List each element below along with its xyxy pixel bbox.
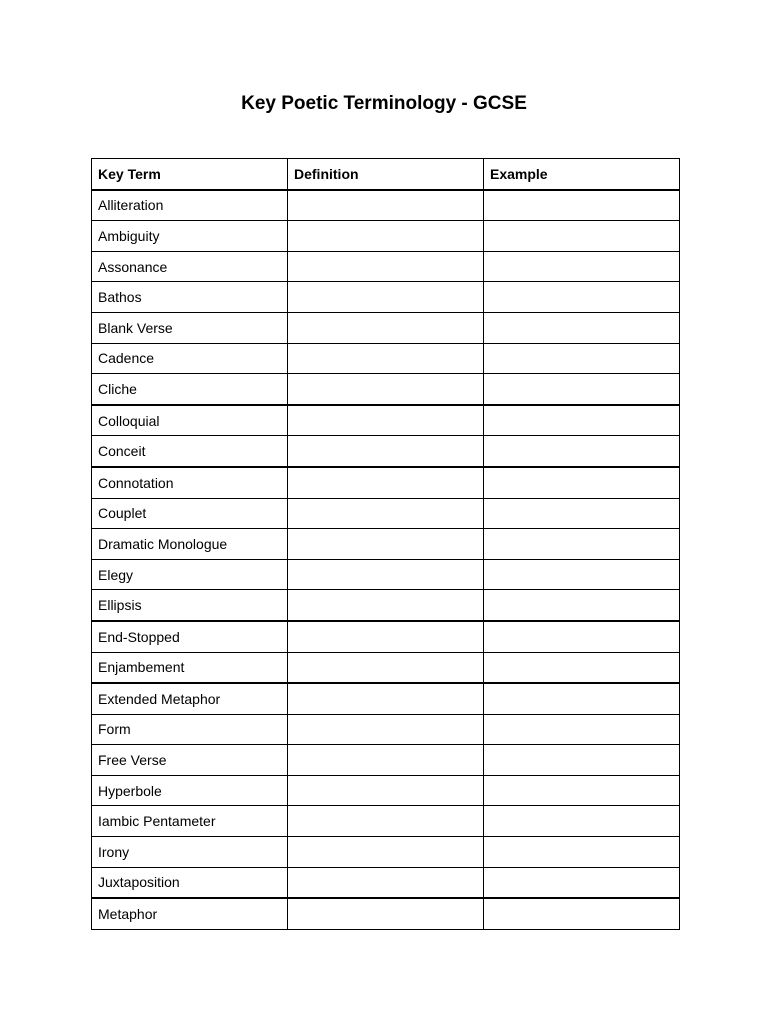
- definition-cell[interactable]: [288, 374, 484, 405]
- example-cell[interactable]: [484, 652, 680, 683]
- term-cell: Enjambement: [92, 652, 288, 683]
- term-cell: Iambic Pentameter: [92, 806, 288, 837]
- header-example: Example: [484, 159, 680, 190]
- example-cell[interactable]: [484, 837, 680, 868]
- term-cell: Hyperbole: [92, 775, 288, 806]
- example-cell[interactable]: [484, 251, 680, 282]
- definition-cell[interactable]: [288, 405, 484, 436]
- example-cell[interactable]: [484, 498, 680, 529]
- example-cell[interactable]: [484, 221, 680, 252]
- example-cell[interactable]: [484, 436, 680, 467]
- table-row: [92, 621, 680, 652]
- table-row: [92, 683, 680, 714]
- table-row: [92, 867, 680, 898]
- definition-cell[interactable]: [288, 436, 484, 467]
- definition-cell[interactable]: [288, 282, 484, 313]
- definition-cell[interactable]: [288, 343, 484, 374]
- term-cell: Couplet: [92, 498, 288, 529]
- table-row: [92, 498, 680, 529]
- definition-cell[interactable]: [288, 652, 484, 683]
- example-cell[interactable]: [484, 621, 680, 652]
- definition-cell[interactable]: [288, 683, 484, 714]
- table-row: [92, 221, 680, 252]
- example-cell[interactable]: [484, 343, 680, 374]
- definition-cell[interactable]: [288, 745, 484, 776]
- term-cell: Irony: [92, 837, 288, 868]
- example-cell[interactable]: [484, 806, 680, 837]
- term-cell: Cadence: [92, 343, 288, 374]
- table-row: [92, 559, 680, 590]
- table-row: [92, 405, 680, 436]
- example-cell[interactable]: [484, 590, 680, 621]
- table-row: [92, 714, 680, 745]
- table-row: [92, 529, 680, 560]
- example-cell[interactable]: [484, 745, 680, 776]
- definition-cell[interactable]: [288, 590, 484, 621]
- definition-cell[interactable]: [288, 867, 484, 898]
- table-row: [92, 806, 680, 837]
- table-row: [92, 898, 680, 929]
- term-cell: Colloquial: [92, 405, 288, 436]
- example-cell[interactable]: [484, 467, 680, 498]
- table-row: [92, 775, 680, 806]
- example-cell[interactable]: [484, 714, 680, 745]
- term-cell: Connotation: [92, 467, 288, 498]
- definition-cell[interactable]: [288, 312, 484, 343]
- definition-cell[interactable]: [288, 467, 484, 498]
- example-cell[interactable]: [484, 898, 680, 929]
- table-row: [92, 590, 680, 621]
- table-row: [92, 282, 680, 313]
- definition-cell[interactable]: [288, 221, 484, 252]
- term-cell: Cliche: [92, 374, 288, 405]
- term-cell: Form: [92, 714, 288, 745]
- definition-cell[interactable]: [288, 498, 484, 529]
- definition-cell[interactable]: [288, 190, 484, 221]
- definition-cell[interactable]: [288, 714, 484, 745]
- term-cell: Juxtaposition: [92, 867, 288, 898]
- definition-cell[interactable]: [288, 251, 484, 282]
- example-cell[interactable]: [484, 374, 680, 405]
- table-row: [92, 837, 680, 868]
- example-cell[interactable]: [484, 683, 680, 714]
- definition-cell[interactable]: [288, 775, 484, 806]
- term-cell: Ambiguity: [92, 221, 288, 252]
- table-row: [92, 343, 680, 374]
- table-row: [92, 190, 680, 221]
- term-cell: Dramatic Monologue: [92, 529, 288, 560]
- definition-cell[interactable]: [288, 898, 484, 929]
- example-cell[interactable]: [484, 529, 680, 560]
- definition-cell[interactable]: [288, 837, 484, 868]
- definition-cell[interactable]: [288, 806, 484, 837]
- term-cell: Elegy: [92, 559, 288, 590]
- example-cell[interactable]: [484, 312, 680, 343]
- term-cell: Conceit: [92, 436, 288, 467]
- term-cell: End-Stopped: [92, 621, 288, 652]
- page-title: Key Poetic Terminology - GCSE: [241, 93, 527, 114]
- table-row: [92, 745, 680, 776]
- definition-cell[interactable]: [288, 559, 484, 590]
- term-cell: Alliteration: [92, 190, 288, 221]
- table-header-row: [92, 159, 680, 190]
- table-row: [92, 436, 680, 467]
- definition-cell[interactable]: [288, 529, 484, 560]
- table-row: [92, 251, 680, 282]
- terminology-table: [91, 158, 680, 930]
- example-cell[interactable]: [484, 559, 680, 590]
- table-row: [92, 652, 680, 683]
- table-row: [92, 467, 680, 498]
- example-cell[interactable]: [484, 405, 680, 436]
- example-cell[interactable]: [484, 775, 680, 806]
- table-row: [92, 312, 680, 343]
- term-cell: Extended Metaphor: [92, 683, 288, 714]
- example-cell[interactable]: [484, 867, 680, 898]
- example-cell[interactable]: [484, 190, 680, 221]
- term-cell: Metaphor: [92, 898, 288, 929]
- term-cell: Free Verse: [92, 745, 288, 776]
- example-cell[interactable]: [484, 282, 680, 313]
- term-cell: Bathos: [92, 282, 288, 313]
- table-row: [92, 374, 680, 405]
- term-cell: Ellipsis: [92, 590, 288, 621]
- term-cell: Assonance: [92, 251, 288, 282]
- header-definition: Definition: [288, 159, 484, 190]
- definition-cell[interactable]: [288, 621, 484, 652]
- header-key-term: Key Term: [92, 159, 288, 190]
- term-cell: Blank Verse: [92, 312, 288, 343]
